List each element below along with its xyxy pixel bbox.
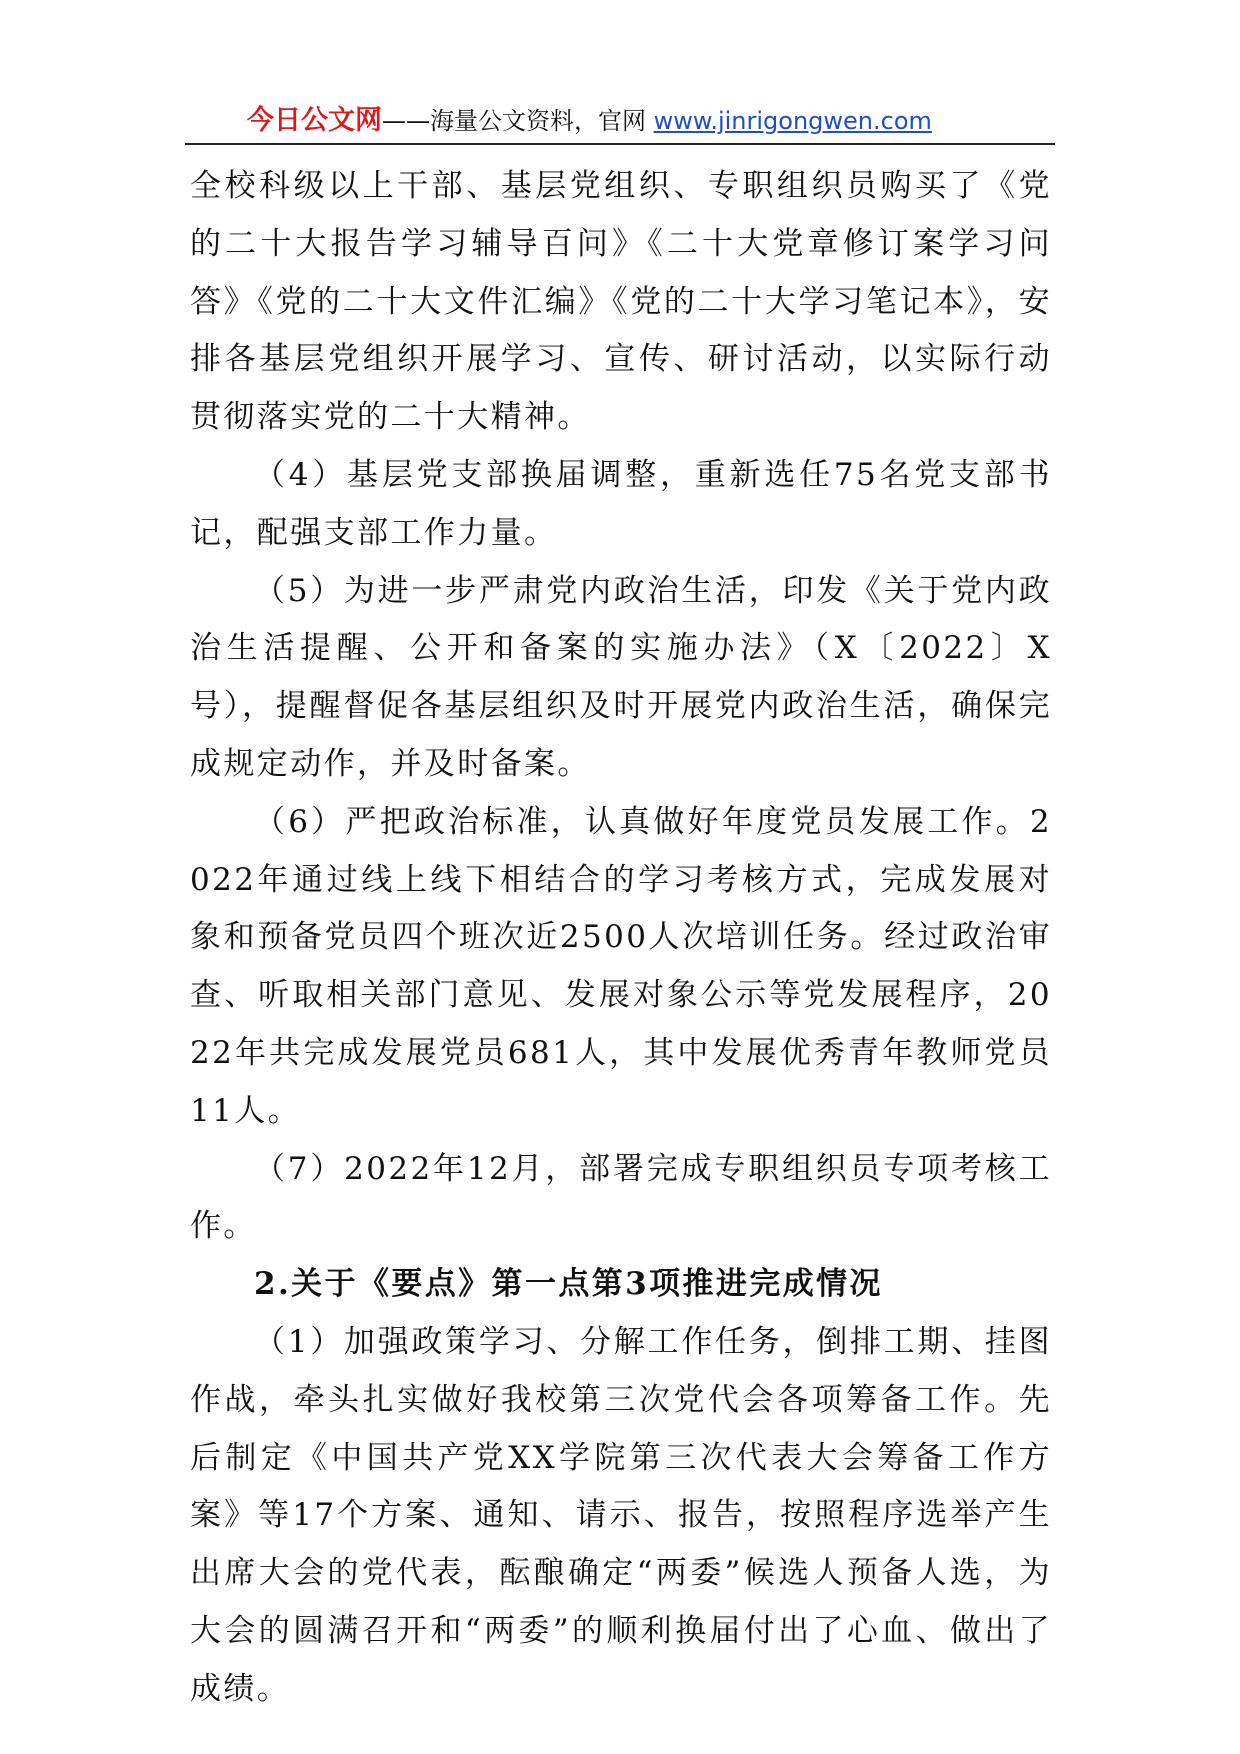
paragraph-item-5: （5）为进一步严肃党内政治生活，印发《关于党内政治生活提醒、公开和备案的实施办法》（X〔2022〕X号），提醒督促各基层组织及时开展党内政治生活，确保完成规定动作，并及时备案。 <box>190 572 1052 782</box>
paragraph-item-6: （6）严把政治标准，认真做好年度党员发展工作。2022年通过线上线下相结合的学习考核方式，完成发展对象和预备党员四个班次近2500人次培训任务。经过政治审查、听取相关部门意见、发展对象公示等党发展程序，2022年共完成发展党员681人，其中发展优秀青年教师党员11人。 <box>190 803 1052 1129</box>
paragraph-item-7: （7）2022年12月，部署完成专职组织员专项考核工作。 <box>190 1150 1052 1245</box>
section-heading: 2.关于《要点》第一点第3项推进完成情况 <box>254 1266 883 1303</box>
paragraph-item-4: （4）基层党支部换届调整，重新选任75名党支部书记，配强支部工作力量。 <box>190 456 1052 551</box>
site-description: ——海量公文资料，官网 <box>382 107 654 135</box>
site-url-link[interactable]: www.jinrigongwen.com <box>653 107 932 135</box>
site-name: 今日公文网 <box>247 105 382 136</box>
document-body <box>190 158 1052 1719</box>
paragraph-continuation: 全校科级以上干部、基层党组织、专职组织员购买了《党的二十大报告学习辅导百问》《二十大党章修订案学习问答》《党的二十大文件汇编》《党的二十大学习笔记本》，安排各基层党组织开展学习、宣传、研讨活动，以实际行动贯彻落实党的二十大精神。 <box>190 168 1052 436</box>
page-header <box>185 103 1055 145</box>
paragraph-item-1: （1）加强政策学习、分解工作任务，倒排工期、挂图作战，牵头扎实做好我校第三次党代会各项筹备工作。先后制定《中国共产党XX学院第三次代表大会筹备工作方案》等17个方案、通知、请示、报告，按照程序选举产生出席大会的党代表，酝酿确定“两委”候选人预备人选，为大会的圆满召开和“两委”的顺利换届付出了心血、做出了成绩。 <box>190 1323 1052 1707</box>
